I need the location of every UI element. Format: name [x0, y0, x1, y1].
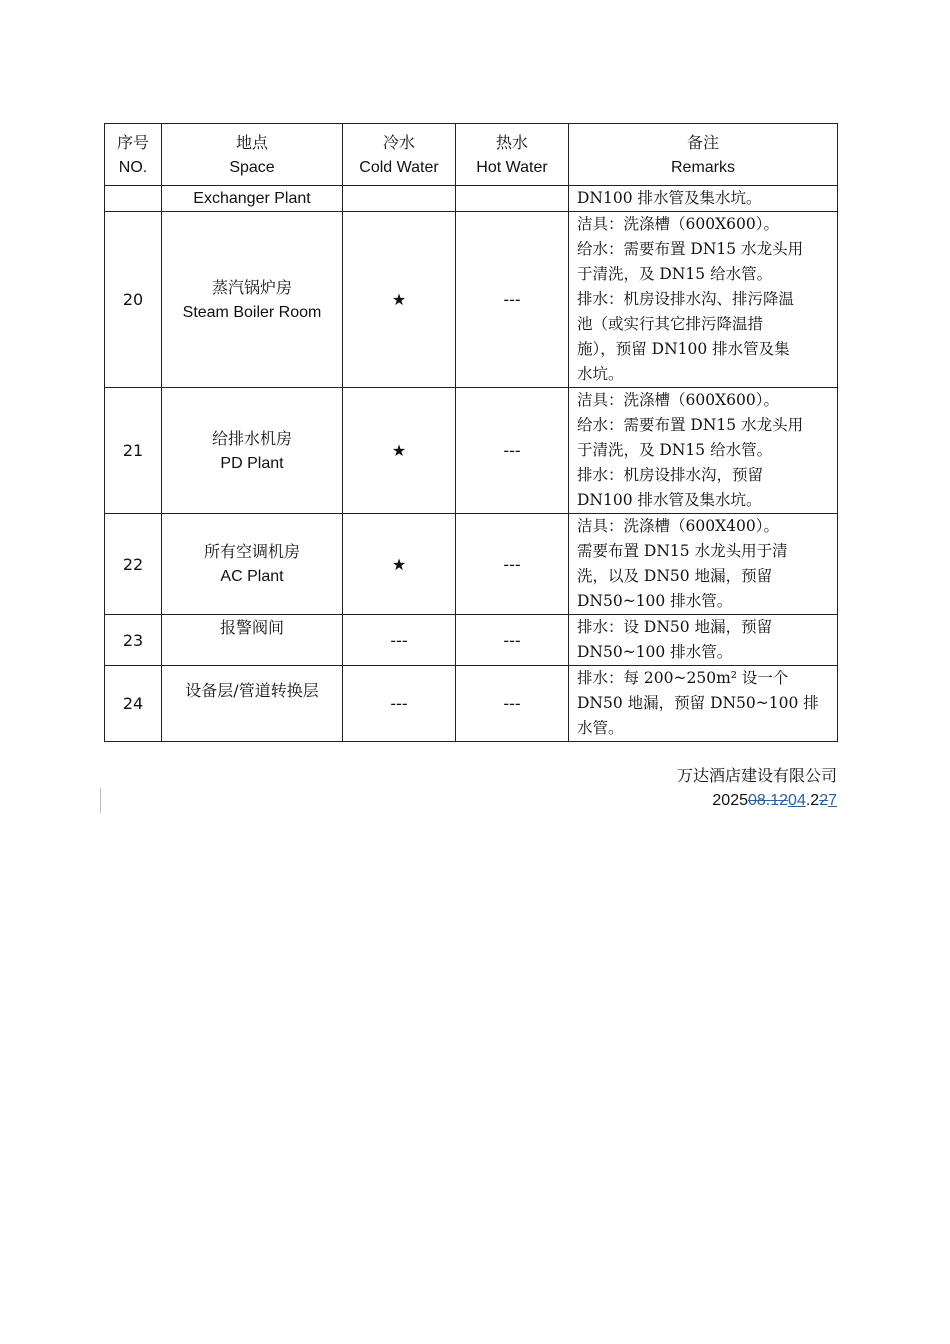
cell-space: [162, 212, 343, 388]
remark-line: DN50~100 排水管。: [577, 643, 733, 661]
space-cn: 蒸汽锅炉房: [211, 277, 292, 297]
date-inserted-day: 7: [828, 792, 837, 809]
document-footer: [677, 763, 837, 813]
space-cn: 报警阀间: [219, 618, 284, 637]
table-row: [105, 212, 838, 388]
remark-line: 排水：每 200~250m² 设一个: [577, 669, 789, 687]
cell-no: [105, 186, 162, 212]
cell-space: [162, 388, 343, 514]
cell-remarks: [569, 388, 838, 514]
revision-change-bar: [100, 788, 101, 813]
space-en: PD Plant: [220, 454, 284, 472]
remark-line: 洁具：洗涤槽（600X600）。: [577, 391, 779, 409]
cell-cold: ★: [343, 514, 456, 615]
cell-cold: ---: [343, 666, 456, 742]
cell-no: 20: [105, 212, 162, 388]
header-remarks-en: Remarks: [670, 158, 735, 176]
table-row: [105, 514, 838, 615]
remark-line: DN50~100 排水管。: [577, 592, 733, 610]
cell-remarks: [569, 186, 838, 212]
remark-line: 需要布置 DN15 水龙头用于清: [577, 542, 788, 560]
table-header-row: [105, 124, 838, 186]
date-mid: .2: [805, 792, 820, 809]
date-inserted-month: 04: [788, 792, 806, 809]
date-prefix: 2025: [712, 792, 748, 809]
remark-line: 水坑。: [577, 365, 624, 383]
remark-line: DN100 排水管及集水坑。: [577, 189, 762, 207]
header-hot-cn: 热水: [495, 132, 528, 152]
header-hot-en: Hot Water: [476, 158, 548, 176]
remark-line: 洁具：洗涤槽（600X600）。: [577, 215, 779, 233]
remark-line: 于清洗，及 DN15 给水管。: [577, 265, 773, 283]
space-en: Exchanger Plant: [193, 190, 311, 207]
header-space: [162, 124, 343, 186]
space-cn: 设备层/管道转换层: [185, 681, 319, 700]
date-deleted-month: 08.12: [748, 792, 789, 809]
space-en: Steam Boiler Room: [182, 303, 322, 321]
header-space-en: Space: [229, 158, 275, 176]
cell-remarks: [569, 212, 838, 388]
water-supply-table: [104, 123, 838, 742]
cell-space: [162, 615, 343, 666]
cell-no: 21: [105, 388, 162, 514]
remark-line: 给水：需要布置 DN15 水龙头用: [577, 240, 804, 258]
cell-hot: ---: [456, 666, 569, 742]
space-cn: 给排水机房: [211, 428, 292, 448]
cell-space: [162, 666, 343, 742]
table-row: [105, 666, 838, 742]
remark-line: 给水：需要布置 DN15 水龙头用: [577, 416, 804, 434]
remark-line: 于清洗，及 DN15 给水管。: [577, 441, 773, 459]
cell-hot: ---: [456, 514, 569, 615]
remark-line: 池（或实行其它排污降温措: [577, 315, 764, 333]
header-no: [105, 124, 162, 186]
header-cold-en: Cold Water: [359, 158, 439, 176]
cell-remarks: [569, 514, 838, 615]
remark-line: 洗，以及 DN50 地漏，预留: [577, 567, 773, 585]
remark-line: DN100 排水管及集水坑。: [577, 491, 762, 509]
header-space-cn: 地点: [235, 132, 268, 152]
cell-remarks: [569, 666, 838, 742]
cell-no: 23: [105, 615, 162, 666]
header-cold-cn: 冷水: [382, 132, 415, 152]
cell-cold: ★: [343, 212, 456, 388]
remark-line: 水管。: [577, 719, 624, 737]
table-row: [105, 615, 838, 666]
cell-hot: ---: [456, 212, 569, 388]
cell-space: [162, 186, 343, 212]
cell-hot: ---: [456, 388, 569, 514]
cell-hot: [456, 186, 569, 212]
remark-line: DN50 地漏，预留 DN50~100 排: [577, 694, 819, 712]
header-no-cn: 序号: [116, 132, 149, 152]
cell-no: 22: [105, 514, 162, 615]
cell-no: 24: [105, 666, 162, 742]
remark-line: 排水：机房设排水沟、排污降温: [577, 290, 795, 308]
cell-hot: ---: [456, 615, 569, 666]
document-date: [677, 788, 837, 813]
cell-cold: ---: [343, 615, 456, 666]
header-remarks: [569, 124, 838, 186]
header-no-en: NO.: [118, 158, 148, 176]
cell-cold: ★: [343, 388, 456, 514]
header-cold-water: [343, 124, 456, 186]
header-remarks-cn: 备注: [686, 132, 719, 152]
cell-space: [162, 514, 343, 615]
cell-remarks: [569, 615, 838, 666]
remark-line: 排水：设 DN50 地漏，预留: [577, 618, 773, 636]
remark-line: 排水：机房设排水沟，预留: [577, 466, 764, 484]
header-hot-water: [456, 124, 569, 186]
remark-line: 施），预留 DN100 排水管及集: [577, 340, 790, 358]
space-en: AC Plant: [220, 568, 284, 585]
remark-line: 洁具：洗涤槽（600X400）。: [577, 517, 779, 535]
space-cn: 所有空调机房: [203, 542, 300, 561]
table-row: [105, 186, 838, 212]
date-deleted-day: 2: [819, 792, 829, 809]
cell-cold: [343, 186, 456, 212]
company-name: 万达酒店建设有限公司: [676, 766, 837, 785]
table-row: [105, 388, 838, 514]
